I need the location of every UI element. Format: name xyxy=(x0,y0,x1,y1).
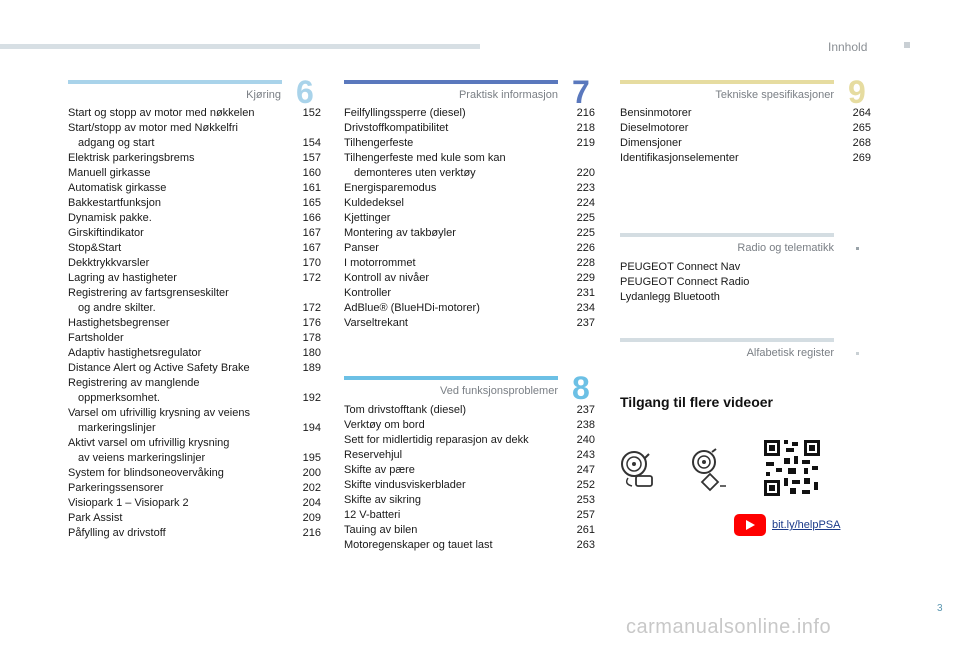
toc-entry-page: 237 xyxy=(576,404,595,416)
toc-entry-title xyxy=(620,121,871,136)
toc-entry-page: 167 xyxy=(302,242,321,254)
toc-entry-title-line: Stop&Start xyxy=(68,242,122,254)
toc-entry[interactable] xyxy=(344,508,595,523)
toc-entry-title-line: Feilfyllingssperre (diesel) xyxy=(344,107,466,119)
toc-entry-title xyxy=(344,151,595,181)
toc-entry-page: 257 xyxy=(576,509,595,521)
toc-entry[interactable] xyxy=(344,241,595,256)
toc-entry[interactable] xyxy=(68,316,321,331)
toc-entry-title xyxy=(68,406,321,436)
toc-entry-page: 226 xyxy=(576,242,595,254)
toc-entry-page: 225 xyxy=(576,227,595,239)
toc-entry[interactable] xyxy=(344,181,595,196)
section-6-entries xyxy=(68,106,321,541)
toc-entry-title xyxy=(344,418,595,433)
toc-entry-page: 204 xyxy=(302,497,321,509)
toc-entry-title-line: Dimensjoner xyxy=(620,137,682,149)
toc-entry-page: 252 xyxy=(576,479,595,491)
spare-wheel-video-icon[interactable] xyxy=(690,448,734,492)
section-7-bar xyxy=(344,80,558,84)
toc-entry[interactable] xyxy=(344,538,595,553)
toc-entry-title-line: Start/stopp av motor med Nøkkelfri xyxy=(68,122,238,134)
toc-entry[interactable] xyxy=(68,226,321,241)
toc-entry[interactable] xyxy=(68,361,321,376)
toc-entry-title-line: Lydanlegg Bluetooth xyxy=(620,291,720,303)
toc-entry-title xyxy=(344,271,595,286)
toc-entry-title-continuation: markeringslinjer xyxy=(78,422,156,434)
toc-entry-page: 223 xyxy=(576,182,595,194)
toc-entry-title-line: 12 V-batteri xyxy=(344,509,401,521)
toc-entry-title-line: Start og stopp av motor med nøkkelen xyxy=(68,107,255,119)
toc-entry-page: 228 xyxy=(576,257,595,269)
toc-entry-title-line: Distance Alert og Active Safety Brake xyxy=(68,362,250,374)
watermark: carmanualsonline.info xyxy=(626,616,832,638)
top-decor-bar xyxy=(0,44,480,49)
toc-entry-page: 192 xyxy=(302,392,321,404)
toc-entry[interactable] xyxy=(68,211,321,226)
toc-entry-title-line: Fartsholder xyxy=(68,332,124,344)
toc-entry-page: 200 xyxy=(302,467,321,479)
toc-entry-page: 261 xyxy=(576,524,595,536)
toc-entry-page: 218 xyxy=(576,122,595,134)
toc-entry-page: 225 xyxy=(576,212,595,224)
toc-entry[interactable] xyxy=(620,275,871,290)
toc-entry[interactable] xyxy=(620,151,871,166)
tyre-kit-icon xyxy=(618,448,662,492)
toc-entry-title xyxy=(68,271,321,286)
section-index-bar xyxy=(620,338,834,342)
toc-entry-title-continuation: demonteres uten verktøy xyxy=(354,167,476,179)
toc-entry-title-line: Dynamisk pakke. xyxy=(68,212,152,224)
toc-entry-title xyxy=(68,286,321,316)
help-link-text[interactable]: bit.ly/helpPSA xyxy=(772,519,841,531)
toc-entry-title xyxy=(68,346,321,361)
toc-entry-page: 170 xyxy=(302,257,321,269)
toc-entry-title-continuation: av veiens markeringslinjer xyxy=(78,452,206,464)
toc-entry-title xyxy=(620,106,871,121)
toc-entry-title-line: Skifte av sikring xyxy=(344,494,422,506)
toc-entry-page: 178 xyxy=(302,332,321,344)
toc-entry-page: 247 xyxy=(576,464,595,476)
toc-entry-title xyxy=(68,106,321,121)
toc-entry-page: 160 xyxy=(302,167,321,179)
toc-entry[interactable] xyxy=(68,271,321,286)
toc-entry[interactable] xyxy=(68,346,321,361)
toc-entry[interactable] xyxy=(68,286,321,316)
toc-entry-title-line: Tilhengerfeste med kule som kan xyxy=(344,152,506,164)
toc-entry[interactable] xyxy=(344,463,595,478)
toc-entry[interactable] xyxy=(620,260,871,275)
toc-entry-title-line: Adaptiv hastighetsregulator xyxy=(68,347,202,359)
toc-entry-title xyxy=(344,301,595,316)
toc-entry-title xyxy=(68,241,321,256)
toc-entry[interactable] xyxy=(68,376,321,406)
toc-entry[interactable] xyxy=(68,481,321,496)
header-contents-label: Innhold xyxy=(828,40,868,54)
toc-entry[interactable] xyxy=(68,331,321,346)
toc-entry-page: 219 xyxy=(576,137,595,149)
toc-entry-title-line: Bakkestartfunksjon xyxy=(68,197,161,209)
toc-entry-page: 231 xyxy=(576,287,595,299)
wheel-jack-icon xyxy=(690,448,734,492)
toc-entry-title-line: Kontroll av nivåer xyxy=(344,272,429,284)
toc-entry-title-line: Registrering av fartsgrenseskilter xyxy=(68,287,229,299)
section-8-title: Ved funksjonsproblemer xyxy=(439,385,558,397)
toc-entry-title-line: PEUGEOT Connect Radio xyxy=(620,276,750,288)
toc-entry-title-line: AdBlue® (BlueHDi-motorer) xyxy=(344,302,480,314)
toc-entry[interactable] xyxy=(344,196,595,211)
toc-entry[interactable] xyxy=(344,136,595,151)
toc-entry-page: 176 xyxy=(302,317,321,329)
toc-entry-title-line: Kontroller xyxy=(344,287,392,299)
toc-entry-title xyxy=(344,463,595,478)
toc-entry-page: 268 xyxy=(852,137,871,149)
toc-entry[interactable] xyxy=(68,181,321,196)
toc-entry-title xyxy=(68,226,321,241)
toc-entry-page: 224 xyxy=(576,197,595,209)
toc-entry-page: 194 xyxy=(302,422,321,434)
toc-entry[interactable] xyxy=(68,121,321,151)
toc-entry-title xyxy=(344,478,595,493)
toc-entry-title-line: Park Assist xyxy=(68,512,123,524)
toc-entry-title-line: Påfylling av drivstoff xyxy=(68,527,166,539)
toc-entry-title xyxy=(344,538,595,553)
toc-entry-title-line: Tilhengerfeste xyxy=(344,137,414,149)
toc-entry-title xyxy=(68,436,321,466)
toc-entry-title xyxy=(344,256,595,271)
toc-entry[interactable] xyxy=(68,241,321,256)
section-8-bar xyxy=(344,376,558,380)
toc-entry-title xyxy=(344,433,595,448)
toc-entry-page: 157 xyxy=(302,152,321,164)
toc-entry-title-continuation: adgang og start xyxy=(78,137,155,149)
toc-entry-title-line: Hastighetsbegrenser xyxy=(68,317,170,329)
toc-entry-page: 269 xyxy=(852,152,871,164)
toc-entry-title xyxy=(68,466,321,481)
toc-entry[interactable] xyxy=(344,478,595,493)
toc-entry-title xyxy=(68,211,321,226)
toc-entry-title-line: Motoregenskaper og tauet last xyxy=(344,539,493,551)
qr-code-icon xyxy=(762,438,822,498)
toc-entry[interactable] xyxy=(68,166,321,181)
toc-entry-title xyxy=(344,121,595,136)
toc-entry-title-continuation: oppmerksomhet. xyxy=(78,392,160,404)
toc-entry-title xyxy=(344,286,595,301)
section-radio-bar xyxy=(620,233,834,237)
toc-entry-title xyxy=(620,275,871,290)
toc-entry-title-line: Skifte vindusviskerblader xyxy=(344,479,466,491)
toc-entry-title-line: Lagring av hastigheter xyxy=(68,272,177,284)
toc-entry-page: 216 xyxy=(302,527,321,539)
toc-entry-title xyxy=(344,136,595,151)
toc-entry-title-line: Tom drivstofftank (diesel) xyxy=(344,404,467,416)
toc-entry-title-line: Skifte av pære xyxy=(344,464,415,476)
toc-entry-title xyxy=(344,211,595,226)
toc-entry-title xyxy=(68,511,321,526)
toc-entry-title xyxy=(68,181,321,196)
toc-entry[interactable] xyxy=(344,316,595,331)
toc-entry-title xyxy=(620,290,871,305)
toc-entry-title xyxy=(68,361,321,376)
section-9-bar xyxy=(620,80,834,84)
toc-entry[interactable] xyxy=(68,406,321,436)
toc-entry[interactable] xyxy=(620,136,871,151)
toc-entry-title xyxy=(68,151,321,166)
toc-entry-title-continuation: og andre skilter. xyxy=(78,302,156,314)
toc-entry[interactable] xyxy=(620,290,871,305)
toc-entry-title-line: Registrering av manglende xyxy=(68,377,200,389)
toc-entry-title-line: Aktivt varsel om ufrivillig krysning xyxy=(68,437,230,449)
toc-entry-title xyxy=(68,376,321,406)
toc-entry-page: 240 xyxy=(576,434,595,446)
toc-entry-title-line: Visiopark 1 – Visiopark 2 xyxy=(68,497,189,509)
toc-entry-page: 180 xyxy=(302,347,321,359)
toc-entry-page: 172 xyxy=(302,302,321,314)
toc-entry-page: 265 xyxy=(852,122,871,134)
toc-entry-title xyxy=(68,526,321,541)
toc-entry-page: 209 xyxy=(302,512,321,524)
toc-entry-title xyxy=(344,226,595,241)
toc-entry-title-line: Automatisk girkasse xyxy=(68,182,167,194)
toc-entry[interactable] xyxy=(344,493,595,508)
toc-entry-title xyxy=(68,481,321,496)
toc-entry-page: 220 xyxy=(576,167,595,179)
toc-entry-title xyxy=(344,493,595,508)
toc-entry[interactable] xyxy=(344,418,595,433)
toc-entry[interactable] xyxy=(344,211,595,226)
toc-entry[interactable] xyxy=(344,523,595,538)
section-7-entries xyxy=(344,106,595,331)
toc-entry[interactable] xyxy=(344,403,595,418)
toc-entry-page: 237 xyxy=(576,317,595,329)
toc-entry-title xyxy=(344,316,595,331)
toc-entry[interactable] xyxy=(344,106,595,121)
toc-entry-page: 172 xyxy=(302,272,321,284)
toc-entry[interactable] xyxy=(68,496,321,511)
toc-entry-page: 195 xyxy=(302,452,321,464)
toc-entry-title-line: Girskiftindikator xyxy=(68,227,144,239)
toc-entry-page: 167 xyxy=(302,227,321,239)
toc-entry-title-line: Kjettinger xyxy=(344,212,391,224)
toc-entry-title xyxy=(68,196,321,211)
toc-entry-page: 165 xyxy=(302,197,321,209)
toc-entry[interactable] xyxy=(620,121,871,136)
toc-entry-title xyxy=(344,106,595,121)
youtube-icon xyxy=(734,514,766,536)
section-6-bar xyxy=(68,80,282,84)
toc-entry-title xyxy=(68,316,321,331)
toc-entry-title xyxy=(344,403,595,418)
toc-entry-page: 154 xyxy=(302,137,321,149)
toc-entry[interactable] xyxy=(344,151,595,181)
section-7-title: Praktisk informasjon xyxy=(458,89,558,101)
section-8-number: 8 xyxy=(572,370,590,406)
toc-entry[interactable] xyxy=(344,226,595,241)
toc-entry-title-line: Parkeringssensorer xyxy=(68,482,164,494)
toc-entry-title xyxy=(344,241,595,256)
toc-entry-title-line: PEUGEOT Connect Nav xyxy=(620,261,741,273)
toc-entry-title-line: Tauing av bilen xyxy=(344,524,418,536)
videos-title: Tilgang til flere videoer xyxy=(620,394,774,410)
toc-entry-title xyxy=(344,448,595,463)
toc-entry-title xyxy=(620,151,871,166)
section-index-marker xyxy=(856,352,859,355)
toc-entry[interactable] xyxy=(344,271,595,286)
toc-entry-title-line: Energisparemodus xyxy=(344,182,437,194)
help-video-link[interactable] xyxy=(734,514,840,536)
toc-entry-title-line: Varseltrekant xyxy=(344,317,408,329)
toc-entry[interactable] xyxy=(68,511,321,526)
tyre-repair-video-icon[interactable] xyxy=(618,448,662,492)
toc-entry[interactable] xyxy=(344,433,595,448)
toc-entry-page: 166 xyxy=(302,212,321,224)
toc-entry[interactable] xyxy=(68,196,321,211)
toc-entry[interactable] xyxy=(68,151,321,166)
toc-entry-page: 229 xyxy=(576,272,595,284)
toc-entry-title-line: Panser xyxy=(344,242,379,254)
toc-entry[interactable] xyxy=(68,256,321,271)
toc-entry-title-line: Elektrisk parkeringsbrems xyxy=(68,152,195,164)
toc-entry-title xyxy=(620,136,871,151)
section-index-title: Alfabetisk register xyxy=(746,347,834,359)
toc-entry-title-line: Varsel om ufrivillig krysning av veiens xyxy=(68,407,250,419)
toc-entry-title-line: Dekktrykkvarsler xyxy=(68,257,150,269)
toc-entry-title xyxy=(68,166,321,181)
toc-entry-page: 202 xyxy=(302,482,321,494)
toc-entry-title xyxy=(620,260,871,275)
toc-entry-page: 152 xyxy=(302,107,321,119)
toc-entry[interactable] xyxy=(344,121,595,136)
toc-entry-page: 243 xyxy=(576,449,595,461)
toc-entry-title-line: Verktøy om bord xyxy=(344,419,425,431)
header-marker xyxy=(904,42,910,48)
toc-entry-title-line: Bensinmotorer xyxy=(620,107,692,119)
toc-entry-page: 264 xyxy=(852,107,871,119)
toc-entry[interactable] xyxy=(620,106,871,121)
toc-entry-title-line: Montering av takbøyler xyxy=(344,227,456,239)
toc-entry-title xyxy=(68,496,321,511)
toc-entry-page: 253 xyxy=(576,494,595,506)
toc-entry-page: 238 xyxy=(576,419,595,431)
toc-entry-page: 234 xyxy=(576,302,595,314)
toc-entry-title xyxy=(68,256,321,271)
toc-entry-title-line: System for blindsoneovervåking xyxy=(68,467,224,479)
section-8-entries xyxy=(344,403,595,553)
toc-entry[interactable] xyxy=(344,256,595,271)
section-9-entries xyxy=(620,106,871,166)
toc-entry[interactable] xyxy=(68,436,321,466)
section-radio-entries xyxy=(620,260,871,305)
qr-code xyxy=(762,438,822,498)
toc-entry[interactable] xyxy=(68,106,321,121)
page-number: 3 xyxy=(937,603,943,614)
toc-entry[interactable] xyxy=(68,466,321,481)
toc-entry-title-line: Reservehjul xyxy=(344,449,403,461)
toc-entry[interactable] xyxy=(344,286,595,301)
toc-entry-title-line: Dieselmotorer xyxy=(620,122,689,134)
toc-entry-page: 216 xyxy=(576,107,595,119)
toc-entry-title xyxy=(68,331,321,346)
toc-entry-title xyxy=(68,121,321,151)
section-9-title: Tekniske spesifikasjoner xyxy=(715,89,834,101)
toc-entry-page: 161 xyxy=(302,182,321,194)
section-radio-marker xyxy=(856,247,859,250)
section-6-number: 6 xyxy=(296,74,314,110)
toc-entry-page: 189 xyxy=(302,362,321,374)
section-radio-title: Radio og telematikk xyxy=(737,242,834,254)
toc-entry-title-line: Identifikasjonselementer xyxy=(620,152,739,164)
toc-entry[interactable] xyxy=(344,301,595,316)
section-9-number: 9 xyxy=(848,74,866,110)
toc-entry[interactable] xyxy=(344,448,595,463)
toc-entry[interactable] xyxy=(68,526,321,541)
toc-entry-page: 263 xyxy=(576,539,595,551)
section-6-title: Kjøring xyxy=(246,89,281,101)
toc-entry-title-line: Kuldedeksel xyxy=(344,197,404,209)
toc-entry-title xyxy=(344,508,595,523)
toc-entry-title-line: Manuell girkasse xyxy=(68,167,151,179)
toc-entry-title xyxy=(344,523,595,538)
toc-entry-title xyxy=(344,181,595,196)
toc-entry-title xyxy=(344,196,595,211)
section-7-number: 7 xyxy=(572,74,590,110)
toc-entry-title-line: Sett for midlertidig reparasjon av dekk xyxy=(344,434,529,446)
toc-entry-title-line: I motorrommet xyxy=(344,257,416,269)
toc-entry-title-line: Drivstoffkompatibilitet xyxy=(344,122,449,134)
